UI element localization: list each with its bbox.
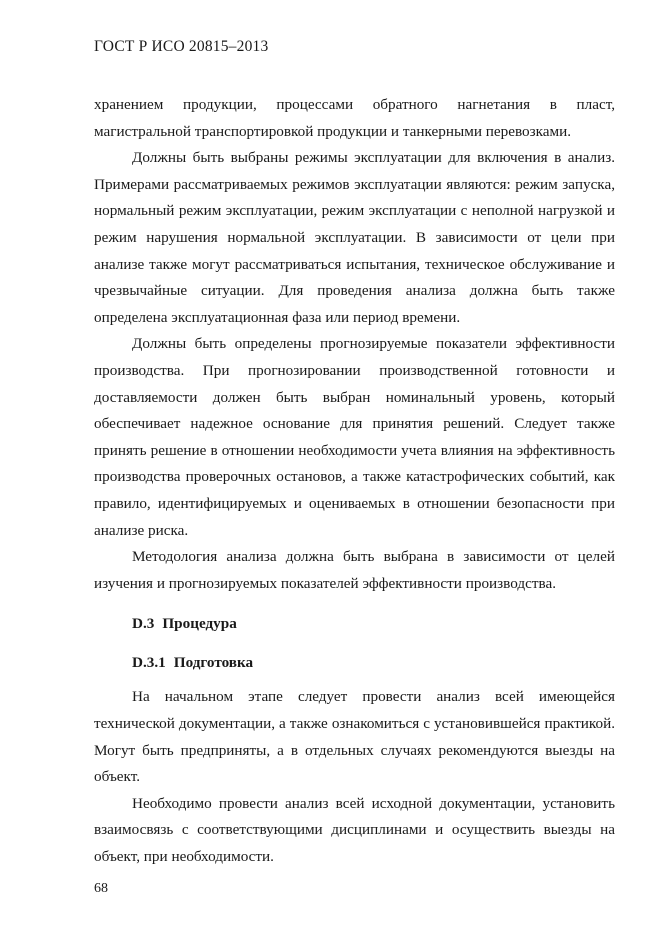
- section-number: D.3: [132, 615, 155, 633]
- paragraph-initial-stage: На начальном этапе следует провести анализ всей имеющейся технической документации, а также ознакомиться с установившейся практикой. Могут быть предприняты, а в отдельных случаях рекомендуются выезды на объект.: [94, 688, 615, 786]
- page-number: 68: [94, 881, 108, 896]
- paragraph-continuation: хранением продукции, процессами обратного нагнетания в пласт, магистральной транспортировкой продукции и танкерными перевозками.: [94, 96, 615, 140]
- paragraph-source-docs: Необходимо провести анализ всей исходной документации, установить взаимосвязь с соответствующими дисциплинами и осуществить выезды на объект, при необходимости.: [94, 794, 615, 866]
- subsection-title: Подготовка: [173, 653, 254, 671]
- section-title: Процедура: [162, 615, 237, 633]
- document-header: ГОСТ Р ИСО 20815–2013: [94, 38, 269, 55]
- paragraph-performance-measures: Должны быть определены прогнозируемые показатели эффективности производства. При прогнозировании производственной готовности и доставляемости должен быть выбран номинальный уровень, который обеспечивает надежное основание для принятия решений. Следует также принять решение в отношении необходимости учета влияния на эффективность производства проверочных остановов, а также катастрофических событий, как правило, идентифицируемых и оцениваемых в отношении безопасности при анализе риска.: [94, 335, 615, 539]
- section-heading-d3: [132, 611, 615, 638]
- section-heading-d31: [132, 650, 615, 677]
- subsection-number: D.3.1: [132, 653, 166, 671]
- paragraph-operating-modes: Должны быть выбраны режимы эксплуатации для включения в анализ. Примерами рассматриваемых режимов эксплуатации являются: режим запуска, нормальный режим эксплуатации, режим эксплуатации с неполной нагрузкой и режим нарушения нормальной эксплуатации. В зависимости от цели при анализе также могут рассматриваться испытания, техническое обслуживание и чрезвычайные ситуации. Для проведения анализа должна быть также определена эксплуатационная фаза или период времени.: [94, 149, 615, 326]
- paragraph-methodology: Методология анализа должна быть выбрана в зависимости от целей изучения и прогнозируемых показателей эффективности производства.: [94, 548, 615, 592]
- page-body: [94, 92, 615, 871]
